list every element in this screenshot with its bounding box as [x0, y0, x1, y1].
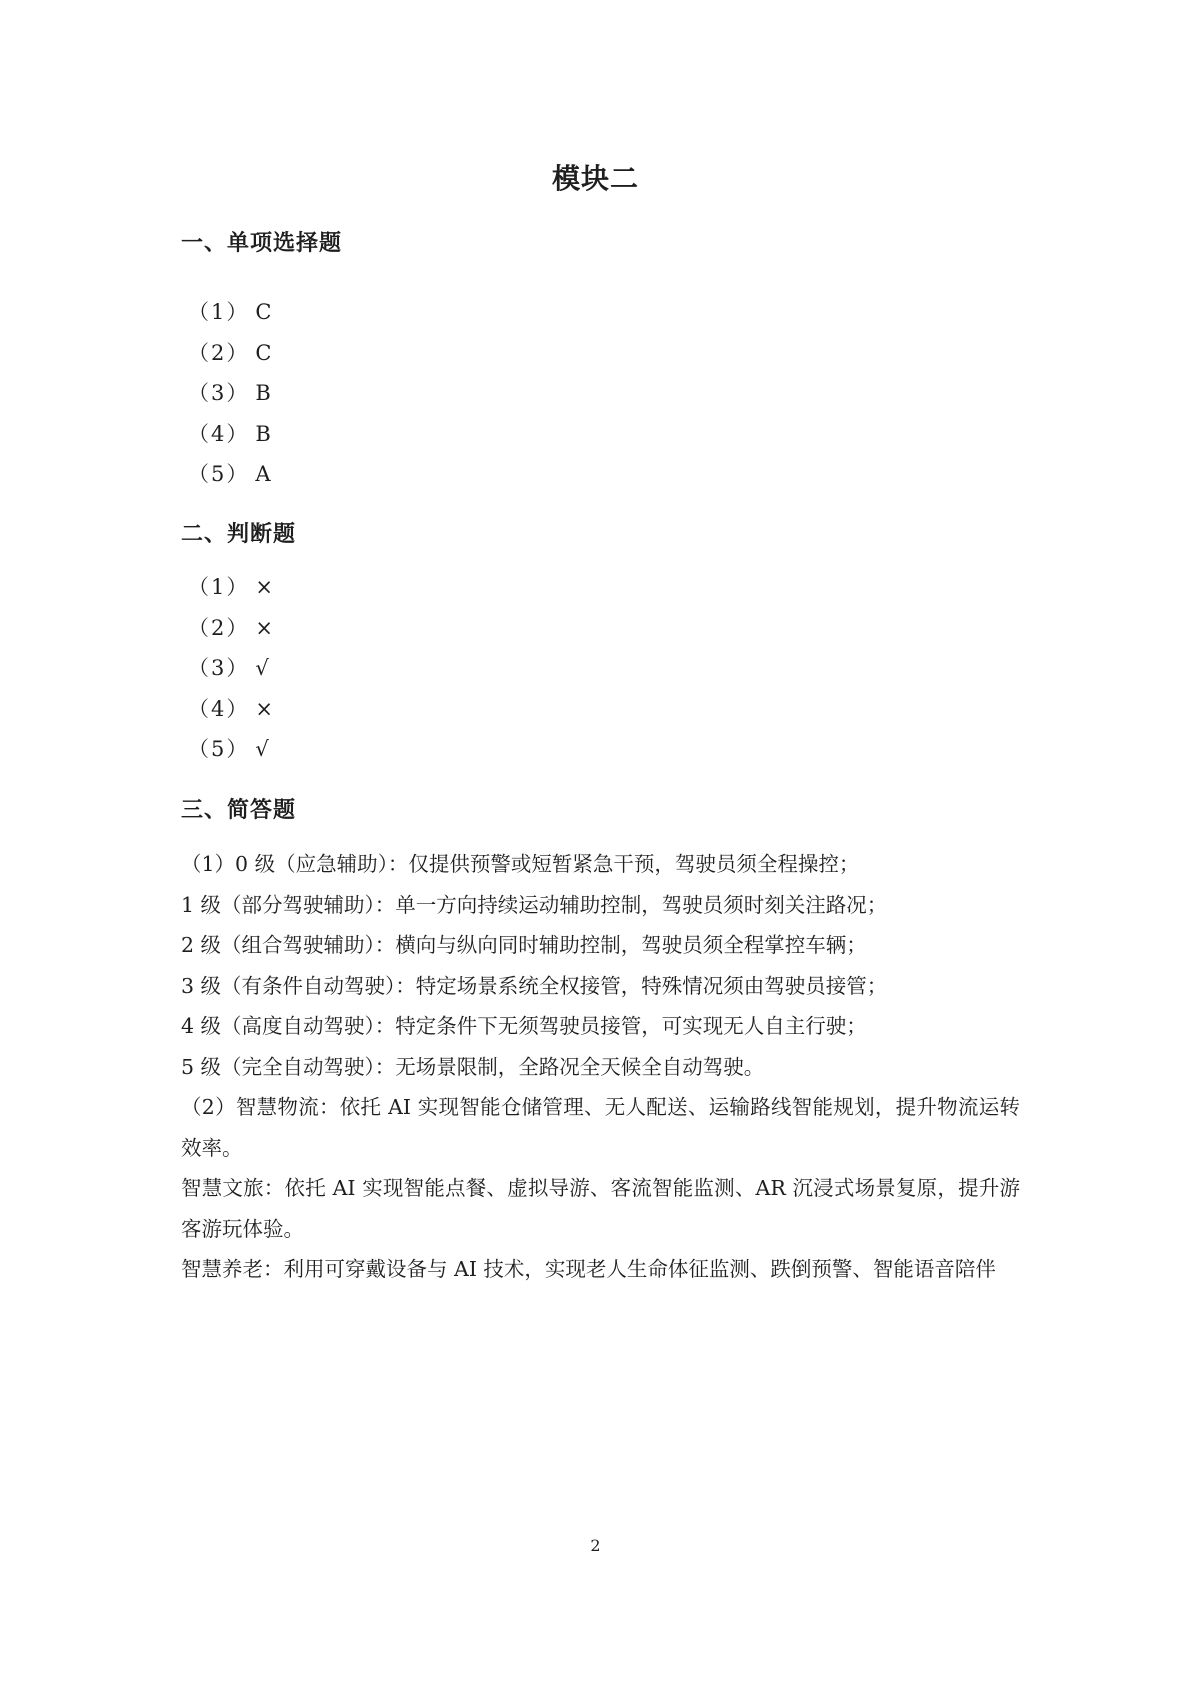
essay-line: 1 级（部分驾驶辅助）：单一方向持续运动辅助控制，驾驶员须时刻关注路况； [181, 892, 888, 917]
answer-value: √ [255, 737, 269, 761]
essay-line: 3 级（有条件自动驾驶）：特定场景系统全权接管，特殊情况须由驾驶员接管； [181, 973, 888, 998]
question-number: （4） [188, 696, 250, 721]
answer-value: B [255, 421, 271, 446]
essay-line: 4 级（高度自动驾驶）：特定条件下无须驾驶员接管，可实现无人自主行驶； [181, 1014, 867, 1038]
question-number: （3） [188, 381, 250, 405]
page-number: 2 [590, 1536, 601, 1555]
section-heading-essay: 三、简答题 [181, 798, 297, 823]
page-title: 模块二 [551, 162, 639, 195]
question-number: （2） [188, 615, 250, 640]
answer-value: A [255, 462, 271, 486]
answer-value: C [255, 300, 272, 324]
mcq-answer-item [188, 414, 271, 455]
essay-answers [181, 844, 1020, 1290]
question-number: （4） [188, 421, 250, 446]
answer-value: × [255, 696, 273, 721]
essay-line: 5 级（完全自动驾驶）：无场景限制，全路况全天候全自动驾驶。 [181, 1054, 765, 1079]
answer-value: × [255, 575, 273, 599]
essay-paragraph: 智慧文旅：依托 AI 实现智能点餐、虚拟导游、客流智能监测、AR 沉浸式场景复原，提升游客游玩体验。 [181, 1176, 1020, 1241]
question-number: （5） [188, 737, 250, 761]
essay-line: （1）0 级（应急辅助）：仅提供预警或短暂紧急干预，驾驶员须全程操控； [181, 852, 860, 876]
mcq-answer-item [188, 373, 271, 414]
answer-value: C [255, 340, 272, 365]
mcq-answer-item [188, 292, 271, 333]
section-heading-tf: 二、判断题 [181, 522, 297, 547]
question-number: （1） [188, 300, 250, 324]
tf-answer-item [188, 689, 273, 730]
mcq-answer-list [188, 292, 271, 495]
tf-answer-item [188, 729, 273, 770]
tf-answer-item [188, 648, 273, 689]
answer-value: B [255, 381, 271, 405]
answer-value: √ [255, 656, 269, 680]
question-number: （5） [188, 462, 250, 486]
tf-answer-list [188, 567, 273, 770]
mcq-answer-item [188, 333, 271, 374]
tf-answer-item [188, 608, 273, 649]
question-number: （3） [188, 656, 250, 680]
essay-paragraph: （2）智慧物流：依托 AI 实现智能仓储管理、无人配送、运输路线智能规划，提升物流运转效率。 [181, 1095, 1020, 1160]
question-number: （2） [188, 340, 250, 365]
essay-line: 2 级（组合驾驶辅助）：横向与纵向同时辅助控制，驾驶员须全程掌控车辆； [181, 933, 867, 957]
mcq-answer-item [188, 454, 271, 495]
essay-paragraph: 智慧养老：利用可穿戴设备与 AI 技术，实现老人生命体征监测、跌倒预警、智能语音陪伴 [181, 1257, 996, 1281]
answer-value: × [255, 615, 273, 640]
question-number: （1） [188, 575, 250, 599]
tf-answer-item [188, 567, 273, 608]
section-heading-mcq: 一、单项选择题 [181, 231, 343, 256]
